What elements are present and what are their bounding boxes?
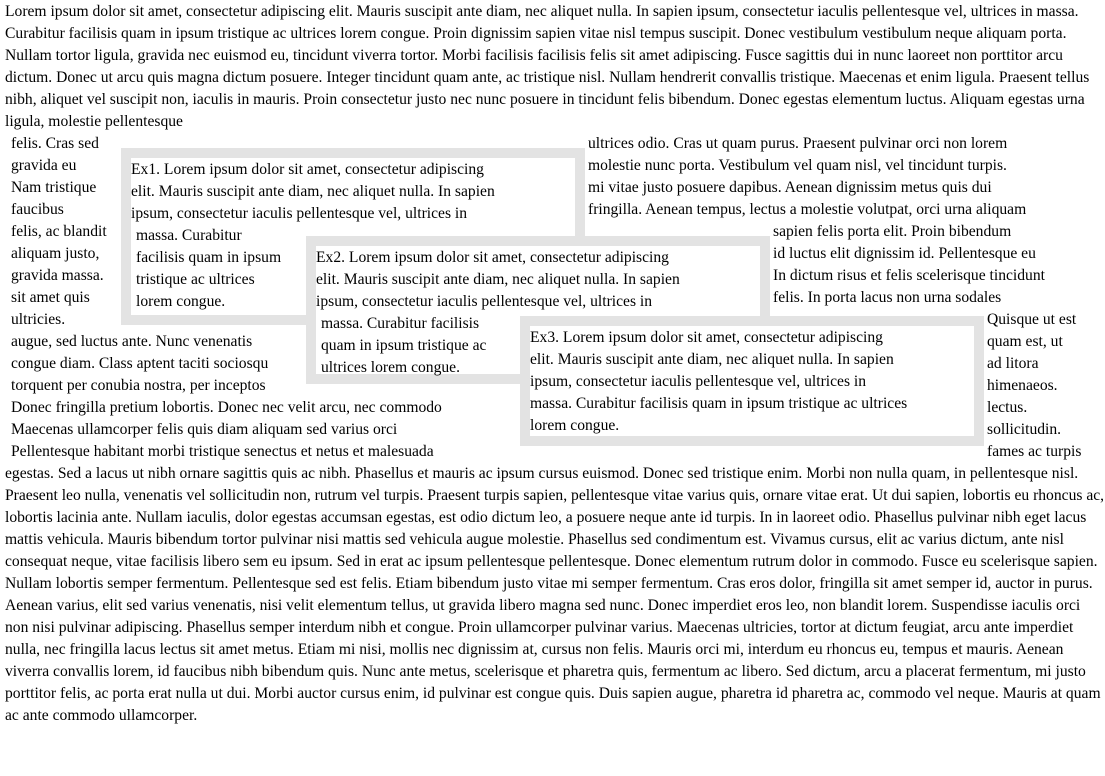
text-line: id luctus elit dignissim id. Pellentesque eu	[773, 245, 1036, 262]
box-line: elit. Mauris suscipit ante diam, nec aliquet nulla. In sapien	[131, 183, 495, 200]
text-line: Nam tristique	[11, 179, 97, 196]
box-line: quam in ipsum tristique ac	[321, 337, 487, 354]
box-line: massa. Curabitur facilisis quam in ipsum tristique ac ultrices	[530, 395, 908, 412]
text-line: himenaeos.	[987, 377, 1058, 394]
text-line: torquent per conubia nostra, per inceptos	[11, 377, 266, 394]
box-line: ipsum, consectetur iaculis pellentesque vel, ultrices in	[131, 205, 468, 222]
box-line: ultrices lorem congue.	[321, 359, 460, 376]
outro-paragraph: egestas. Sed a lacus ut nibh ornare sagittis quis ac nibh. Phasellus et mauris ac ipsum cursus euismod. Donec sed tristique enim. Morbi non nulla quam, in pellentesque nisl. Praesent leo nulla, venenatis vel sollicitudin non, rutrum vel turpis. Praesent turpis sapien, pellentesque vitae varius quis, ornare vitae erat. Ut dui sapien, lobortis eu rhoncus ac, lobortis lacinia ante. Nullam iaculis, dolor egestas accumsan egestas, est odio dictum leo, a posuere neque ante id turpis. In in laoreet odio. Phasellus pulvinar nibh eget lacus mattis vehicula. Mauris bibendum tortor pulvinar nisi mattis sed vehicula augue molestie. Phasellus sed condimentum est. Vivamus cursus, elit ac varius dictum, ante nisl consequat neque, vitae facilisis libero sem eu ipsum. Sed in erat ac ipsum pellentesque pellentesque. Donec elementum rutrum dolor in commodo. Fusce eu scelerisque sapien. Nullam lobortis semper fermentum. Pellentesque sed est felis. Etiam bibendum justo vitae mi semper fermentum. Cras eros dolor, fringilla sit amet semper id, auctor in purus. Aenean varius, elit sed varius venenatis, nisi velit elementum tellus, ut gravida libero magna sed nunc. Donec imperdiet eros leo, non blandit lorem. Suspendisse iaculis orci non nisi pulvinar adipiscing. Phasellus semper interdum nibh et congue. Proin ullamcorper pulvinar varius. Maecenas ultricies, tortor at dictum feugiat, arcu ante imperdiet nulla, nec fringilla lacus lectus sit amet metus. Etiam mi nisi, mollis nec dignissim at, cursus non felis. Mauris orci mi, interdum eu rhoncus eu, tempus et mauris. Aenean viverra convallis lorem, id faucibus nibh bibendum quis. Nunc ante metus, scelerisque et pharetra quis, fermentum ac libero. Sed dictum, arcu a placerat fermentum, mi justo porttitor felis, ac porta erat nulla ut dui. Morbi auctor cursus enim, id pulvinar est congue quis. Duis sapien augue, pharetra id pharetra ac, commodo vel neque. Mauris at quam ac ante commodo ullamcorper.	[5, 465, 1105, 724]
text-line: sollicitudin.	[987, 421, 1062, 438]
text-line: Quisque ut est	[987, 311, 1077, 328]
text-line: faucibus	[11, 201, 64, 218]
text-line: congue diam. Class aptent taciti sociosqu	[11, 355, 269, 372]
text-line: fames ac turpis	[987, 443, 1082, 460]
text-line: felis, ac blandit	[11, 223, 107, 240]
box-line: lorem congue.	[136, 293, 226, 310]
box-line: facilisis quam in ipsum	[136, 249, 282, 266]
text-line: ultricies.	[11, 311, 66, 328]
box-line: lorem congue.	[530, 417, 620, 434]
text-line: ad litora	[987, 355, 1039, 372]
text-line: mi vitae justo posuere dapibus. Aenean dignissim metus quis dui	[588, 179, 992, 196]
box-line: Ex3. Lorem ipsum dolor sit amet, consectetur adipiscing	[530, 329, 883, 346]
text-line: felis. In porta lacus non urna sodales	[773, 289, 1002, 306]
box-line: ipsum, consectetur iaculis pellentesque vel, ultrices in	[316, 293, 653, 310]
text-line: Donec fringilla pretium lobortis. Donec nec velit arcu, nec commodo	[11, 399, 442, 416]
text-line: sit amet quis	[11, 289, 90, 306]
box-line: elit. Mauris suscipit ante diam, nec aliquet nulla. In sapien	[316, 271, 680, 288]
text-line: aliquam justo,	[11, 245, 100, 262]
text-line: ultrices odio. Cras ut quam purus. Praesent pulvinar orci non lorem	[588, 135, 1008, 152]
text-line: molestie nunc porta. Vestibulum vel quam nisl, vel tincidunt turpis.	[588, 157, 1007, 174]
text-line: lectus.	[987, 399, 1028, 416]
box-line: tristique ac ultrices	[136, 271, 255, 288]
box-line: elit. Mauris suscipit ante diam, nec aliquet nulla. In sapien	[530, 351, 894, 368]
intro-paragraph: Lorem ipsum dolor sit amet, consectetur adipiscing elit. Mauris suscipit ante diam, nec aliquet nulla. In sapien ipsum, consectetur iaculis pellentesque vel, ultrices in massa. Curabitur facilisis quam in ipsum tristique ac ultrices lorem congue. Proin dignissim sapien vitae nisl tempus suscipit. Donec vestibulum vestibulum neque aliquam porta. Nullam tortor ligula, gravida nec euismod eu, tincidunt viverra tortor. Morbi facilisis facilisis felis sit amet adipiscing. Fusce sagittis dui in nunc laoreet non porttitor arcu dictum. Donec ut arcu quis magna dictum posuere. Integer tincidunt quam ante, ac tristique nisl. Nullam hendrerit convallis tristique. Maecenas et enim ligula. Praesent tellus nibh, aliquet vel suscipit non, iaculis in mauris. Proin consectetur justo nec nunc posuere in tincidunt felis bibendum. Donec egestas elementum luctus. Aliquam egestas urna ligula, molestie pellentesque	[5, 3, 1090, 130]
box-line: massa. Curabitur facilisis	[321, 315, 480, 332]
float-box-ex3	[520, 316, 984, 446]
box-line: Ex1. Lorem ipsum dolor sit amet, consectetur adipiscing	[131, 161, 484, 178]
box-line: ipsum, consectetur iaculis pellentesque vel, ultrices in	[530, 373, 867, 390]
box-line: Ex2. Lorem ipsum dolor sit amet, consectetur adipiscing	[316, 249, 669, 266]
text-line: augue, sed luctus ante. Nunc venenatis	[11, 333, 253, 350]
text-line: sapien felis porta elit. Proin bibendum	[773, 223, 1012, 240]
text-line: fringilla. Aenean tempus, lectus a molestie volutpat, orci urna aliquam	[588, 201, 1027, 218]
text-line: felis. Cras sed	[11, 135, 99, 152]
text-line: Maecenas ullamcorper felis quis diam aliquam sed varius orci	[11, 421, 398, 438]
text-line: quam est, ut	[987, 333, 1063, 350]
text-line: Pellentesque habitant morbi tristique senectus et netus et malesuada	[11, 443, 434, 460]
text-line: gravida massa.	[11, 267, 104, 284]
text-line: gravida eu	[11, 157, 77, 174]
text-line: In dictum risus et felis scelerisque tincidunt	[773, 267, 1045, 284]
box-line: massa. Curabitur	[136, 227, 242, 244]
